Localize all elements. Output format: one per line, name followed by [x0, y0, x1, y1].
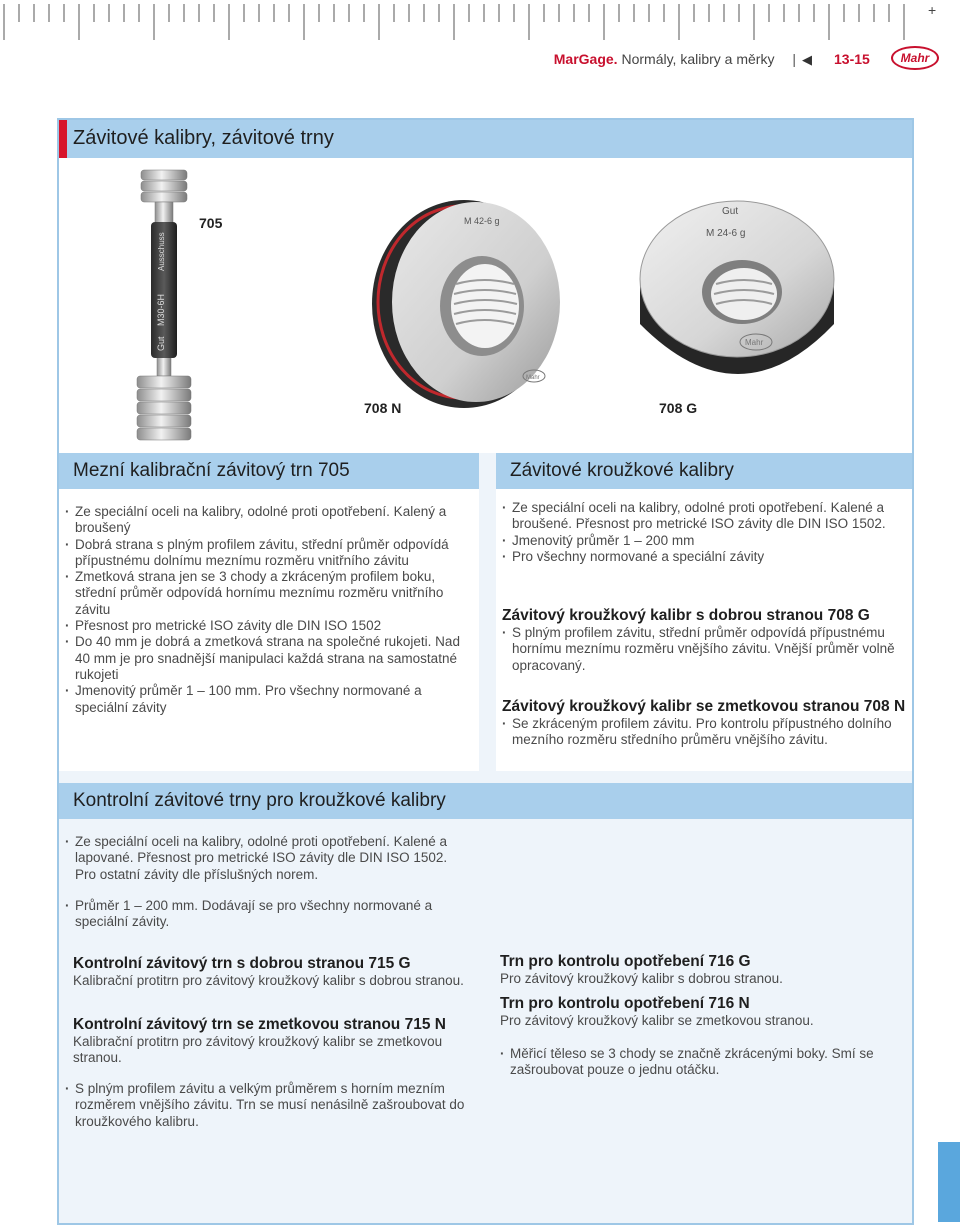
page-number: 13-15 [834, 51, 870, 67]
running-head [554, 51, 820, 68]
ring-708n-label: 708 N [364, 400, 402, 416]
plug-716g-heading: Trn pro kontrolu opotřebení 716 G [500, 953, 751, 970]
plug-gauge-705-panel [59, 453, 479, 771]
check-plugs-panel [59, 783, 912, 1223]
mahr-logo [891, 46, 939, 70]
plug-716n-text: Pro závitový kroužkový kalibr se zmetkovou stranou. [500, 1013, 814, 1028]
check-plugs-features-4 [500, 1046, 900, 1079]
list-item: · Se zkráceným profilem závitu. Pro kontrolu přípustného dolního mezního rozměru středního průměru vnějšího závitu. [502, 716, 902, 749]
list-item: · Ze speciální oceli na kalibry, odolné proti opotřebení. Kalené a lapované. Přesnost pro metrické ISO závity dle DIN ISO 1502. Pro ostatní závity dle příslušných norem. [65, 834, 455, 883]
plug-715n-text: Kalibrační protitrn pro závitový kroužkový kalibr se zmetkovou stranou. [73, 1034, 443, 1066]
brand-name: MarGage. [553, 51, 618, 67]
list-item: · Přesnost pro metrické ISO závity dle DIN ISO 1502 [65, 618, 470, 634]
content-frame [57, 118, 914, 1225]
check-plugs-features-2 [65, 898, 455, 931]
plug-716g-block [500, 953, 900, 987]
plug-716n-heading: Trn pro kontrolu opotřebení 716 N [500, 995, 750, 1012]
ring-gauges-features [502, 500, 902, 565]
plug-716g-text: Pro závitový kroužkový kalibr s dobrou stranou. [500, 971, 783, 986]
left-arrow-icon: ◀ [802, 52, 812, 67]
plug-gauge-image [129, 166, 209, 446]
ring-n-logo: Mahr [526, 375, 540, 381]
plug-engraving-size: M30-6H [156, 293, 166, 326]
plug-715g-block [73, 955, 473, 989]
plug-715n-heading: Kontrolní závitový trn se zmetkovou stranou 715 N [73, 1016, 446, 1033]
list-item: · S plným profilem závitu a velkým průměrem s horním mezním rozměrem vnějšího závitu. Trn se musí nenásilně zašroubovat do kroužkového kalibru. [65, 1081, 475, 1130]
chapter-tab [938, 1142, 960, 1222]
running-head-subtitle: Normály, kalibry a měrky [621, 51, 775, 67]
ring-708n-heading: Závitový kroužkový kalibr se zmetkovou stranou 708 N [502, 698, 906, 715]
plug-engraving-gut: Gut [156, 336, 166, 351]
plug-engraving-ausschuss: Ausschuss [157, 232, 166, 271]
ring-gauge-708g-image [634, 184, 844, 416]
plug-715n-block [73, 1016, 473, 1067]
list-item: · S plným profilem závitu, střední průměr odpovídá přípustnému hornímu meznímu rozměru vnějšího závitu. Vnější průměr volně opracovaný. [502, 625, 902, 674]
list-item: · Zmetková strana jen se 3 chody a zkráceným profilem boku, střední průměr odpovídá hornímu meznímu rozměru vnitřního závitu [65, 569, 470, 618]
list-item: · Ze speciální oceli na kalibry, odolné proti opotřebení. Kalené a broušené. Přesnost pro metrické ISO závity dle DIN ISO 1502. [502, 500, 902, 533]
section-title-bar [59, 120, 912, 158]
plug-715g-text: Kalibrační protitrn pro závitový kroužkový kalibr s dobrou stranou. [73, 973, 464, 988]
ring-708n-features [502, 716, 902, 749]
ring-gauge-708n-image [364, 184, 564, 414]
list-item: · Do 40 mm je dobrá a zmetková strana na společné rukojeti. Nad 40 mm je pro snadnější manipulaci každá strana na samostatné rukojeti [65, 634, 470, 683]
plug-gauge-705-heading: Mezní kalibrační závitový trn 705 [59, 453, 479, 489]
ring-708g-features [502, 625, 902, 674]
ring-g-engraving-size: M 24-6 g [706, 228, 746, 239]
ring-gauges-heading: Závitové kroužkové kalibry [496, 453, 912, 489]
plug-gauge-label: 705 [199, 215, 223, 231]
list-item: · Jmenovitý průměr 1 – 200 mm [502, 533, 902, 549]
check-plugs-features-3 [65, 1081, 475, 1130]
ring-g-logo: Mahr [745, 338, 764, 347]
list-item: · Ze speciální oceli na kalibry, odolné proti opotřebení. Kalený a broušený [65, 504, 470, 537]
plug-715g-heading: Kontrolní závitový trn s dobrou stranou 715 G [73, 955, 411, 972]
check-plugs-features-1 [65, 834, 455, 883]
ring-n-engraving: M 42-6 g [464, 216, 500, 226]
header-divider: | [792, 51, 796, 67]
plug-gauge-705-features [65, 504, 470, 716]
plug-716n-block [500, 995, 900, 1029]
list-item: · Měřicí těleso se 3 chody se značně zkrácenými boky. Smí se zašroubovat pouze o jednu otáčku. [500, 1046, 900, 1079]
check-plugs-heading: Kontrolní závitové trny pro kroužkové kalibry [59, 783, 912, 819]
list-item: · Pro všechny normované a speciální závity [502, 549, 902, 565]
list-item: · Průměr 1 – 200 mm. Dodávají se pro všechny normované a speciální závity. [65, 898, 455, 931]
cutting-ruler [0, 0, 915, 42]
section-title: Závitové kalibry, závitové trny [73, 127, 334, 149]
logo-text: Mahr [900, 51, 930, 65]
registration-mark: + [928, 2, 937, 18]
list-item: · Jmenovitý průměr 1 – 100 mm. Pro všechny normované a speciální závity [65, 683, 470, 716]
ring-gauges-panel [496, 453, 912, 771]
ring-708g-heading: Závitový kroužkový kalibr s dobrou stranou 708 G [502, 607, 870, 624]
ring-g-engraving-gut: Gut [722, 206, 739, 217]
list-item: · Dobrá strana s plným profilem závitu, střední průměr odpovídá přípustnému dolnímu meznímu rozměru vnitřního závitu [65, 537, 470, 570]
ring-708g-label: 708 G [659, 400, 698, 416]
product-photos [59, 158, 912, 453]
